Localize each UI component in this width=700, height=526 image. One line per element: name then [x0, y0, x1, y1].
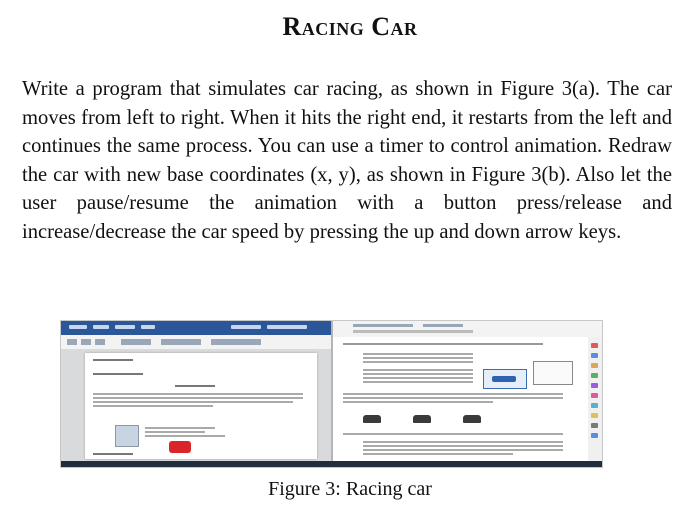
tool-icon: [353, 330, 473, 333]
text-line: [363, 453, 513, 455]
text-line: [363, 381, 473, 383]
viewer-side-toolbar: [588, 337, 602, 467]
stop-sign-icon: [169, 441, 191, 453]
figure-caption: Figure 3: Racing car: [268, 478, 432, 500]
car-icon: [363, 415, 381, 423]
text-line: [93, 453, 133, 455]
text-line: [145, 431, 205, 433]
tool-icon: [591, 373, 598, 378]
tool-icon: [211, 339, 261, 345]
viewer-page: [333, 337, 588, 467]
text-line: [363, 369, 473, 371]
tool-icon: [591, 343, 598, 348]
tool-icon: [591, 383, 598, 388]
taskbar: [61, 461, 602, 467]
tool-icon: [95, 339, 105, 345]
text-line: [93, 405, 213, 407]
figure-screenshot: [60, 320, 603, 468]
text-line: [343, 433, 563, 435]
viewer-toolbar: [333, 321, 602, 338]
document-page: [85, 353, 317, 459]
ribbon-tab: [69, 325, 87, 329]
tool-icon: [67, 339, 77, 345]
text-line: [363, 441, 563, 443]
text-line: [93, 397, 303, 399]
car-icon: [492, 376, 516, 382]
tool-icon: [353, 324, 413, 327]
problem-text: Write a program that simulates car racing, as shown in Figure 3(a). The car moves from left to right. When it hits the right end, it restarts from the left and continues the same process. You can use a timer to control animation. Redraw the car with new base coordinates (x, y), as shown in Figure 3(b). Also let the user pause/resume the animation with a button press/release and increase/decrease the car speed by pressing the up and down arrow keys.: [22, 78, 672, 243]
word-document-pane: [61, 349, 331, 467]
car-icon: [463, 415, 481, 423]
tool-icon: [591, 413, 598, 418]
tool-icon: [121, 339, 151, 345]
text-line: [363, 445, 563, 447]
text-line: [145, 427, 215, 429]
ribbon-tab: [267, 325, 307, 329]
text-line: [363, 357, 473, 359]
ribbon-tab: [141, 325, 155, 329]
car-figure-a: [483, 369, 527, 389]
tool-icon: [423, 324, 463, 327]
text-line: [343, 397, 563, 399]
text-line: [363, 353, 473, 355]
word-toolbar: [61, 335, 331, 350]
text-line: [175, 385, 215, 387]
document-title: Racing Car: [282, 12, 418, 41]
tool-icon: [591, 403, 598, 408]
word-ribbon: [61, 321, 331, 335]
ribbon-tab: [93, 325, 109, 329]
text-line: [343, 393, 563, 395]
ribbon-tab: [231, 325, 261, 329]
text-line: [93, 401, 293, 403]
tool-icon: [161, 339, 201, 345]
text-line: [363, 361, 473, 363]
ribbon-tab: [115, 325, 135, 329]
tool-icon: [591, 353, 598, 358]
car-icon: [413, 415, 431, 423]
car-figure-b: [533, 361, 573, 385]
tool-icon: [591, 423, 598, 428]
text-line: [145, 435, 225, 437]
figure-thumbnail-icon: [115, 425, 139, 447]
text-line: [93, 393, 303, 395]
tool-icon: [591, 393, 598, 398]
tool-icon: [591, 433, 598, 438]
tool-icon: [81, 339, 91, 345]
tool-icon: [591, 363, 598, 368]
text-line: [93, 359, 133, 361]
text-line: [363, 377, 473, 379]
text-line: [363, 449, 563, 451]
text-line: [343, 343, 543, 345]
text-line: [93, 373, 143, 375]
car-coordinates-diagram: [353, 415, 553, 425]
text-line: [343, 401, 493, 403]
text-line: [363, 373, 473, 375]
